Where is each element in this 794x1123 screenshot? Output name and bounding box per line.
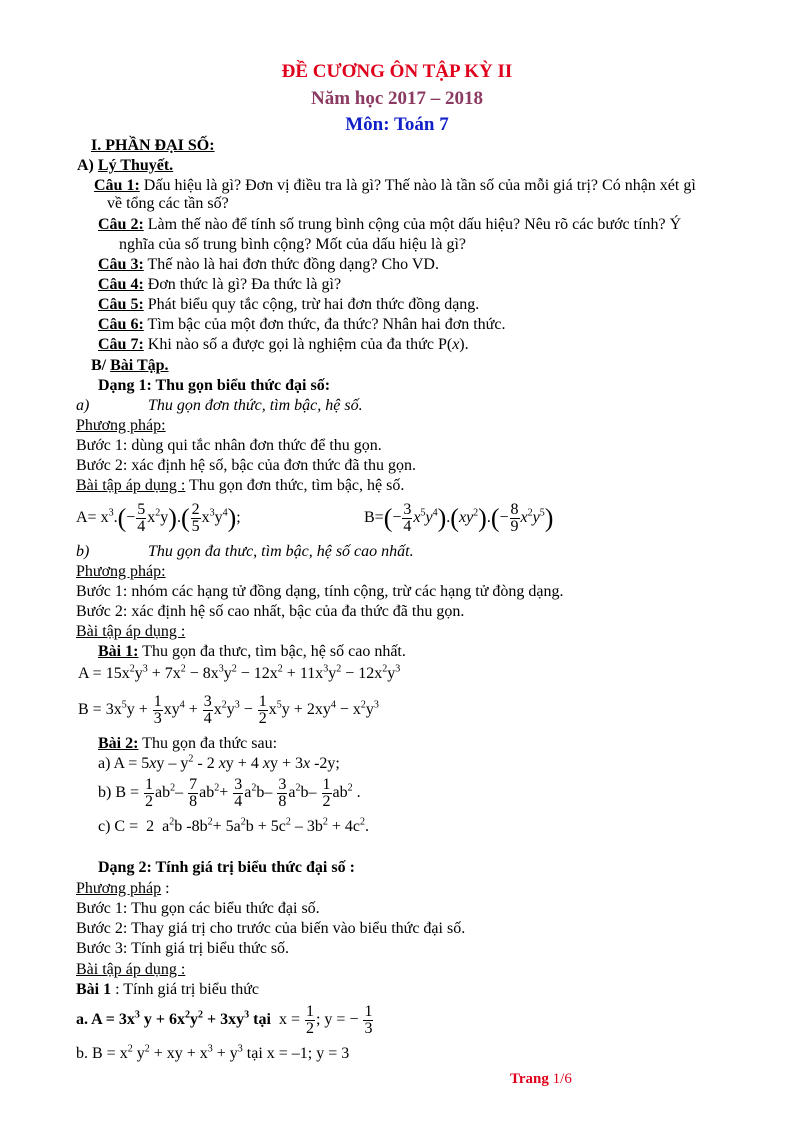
method-label-a: Phương pháp:: [76, 417, 166, 434]
question-1-cont: về tổng các tần số?: [107, 195, 229, 212]
formula-2b: b) B = $\frac{1}{2}$ $ab^2-$ $\frac{7}{8}$ $ab^2+$ $\frac{3}{4}$ $a^2b-$ $\frac{3}{8}$ $a^2b-$ $\frac{1}{2}$ $ab^2$ .: [98, 775, 361, 810]
question-7: Câu 7: Khi nào số a được gọi là nghiệm của đa thức P(x).: [98, 336, 469, 353]
method-a-step-1: Bước 1: dùng qui tắc nhân đơn thức để thu gọn.: [76, 437, 382, 454]
question-2-cont: nghĩa của số trung bình cộng? Mốt của dấu hiệu là gì?: [119, 236, 467, 253]
question-2: Câu 2: Làm thế nào để tính số trung bình cộng của một dấu hiệu? Nêu rõ các bước tính? Ý: [98, 216, 682, 233]
method-label-2: Phương pháp :: [76, 880, 170, 897]
part-a-label: a): [76, 397, 90, 414]
school-year: Năm học 2017 – 2018: [310, 88, 484, 109]
apply-a: Bài tập áp dụng : Thu gọn đơn thức, tìm bậc, hệ số.: [76, 477, 405, 494]
method-2-step-1: Bước 1: Thu gọn các biểu thức đại số.: [76, 900, 320, 917]
type-2-exercise-1: Bài 1 : Tính giá trị biểu thức: [76, 981, 260, 998]
question-4: Câu 4: Đơn thức là gì? Đa thức là gì?: [98, 276, 342, 293]
formula-2a: a) $A = 5xy - y^2 - 2$ xy + 4 xy + 3x -2y;: [98, 753, 340, 772]
formula-polynomial-a: $A = 15x^2y^3 + 7x^2 - 8x^3y^2 - 12x^2 + 11x^3y^2 - 12x^2y^3$: [78, 663, 401, 682]
question-1: Câu 1: Dấu hiệu là gì? Đơn vị điều tra là gì? Thế nào là tần số của mỗi giá trị? Có nhận xét gì: [94, 177, 696, 194]
part-a-text: Thu gọn đơn thức, tìm bậc, hệ số.: [148, 397, 363, 414]
method-a-step-2: Bước 2: xác định hệ số, bậc của đơn thức đã thu gọn.: [76, 457, 416, 474]
method-b-step-1: Bước 1: nhóm các hạng tử đồng dạng, tính cộng, trừ các hạng tử đòng dạng.: [76, 583, 564, 600]
formula-value-b: b. $B = x^2$ $y^2$ + xy + $x^3 + y^3$ tại x = –1; y = 3: [76, 1043, 350, 1062]
type-1-heading: Dạng 1: Thu gọn biểu thức đại số:: [98, 377, 331, 394]
exercises-heading: B/ Bài Tập.: [91, 357, 169, 374]
question-3: Câu 3: Thế nào là hai đơn thức đồng dạng? Cho VD.: [98, 256, 439, 273]
formula-monomial-b: B=(− $\frac{3}{4}$ $x^5y^4).(xy^2).(-$ $\frac{8}{9}$ $x^2y^5$): [364, 500, 554, 535]
method-2-step-3: Bước 3: Tính giá trị biểu thức số.: [76, 940, 290, 957]
formula-monomial-a: $A= x^3.(-$ $\frac{5}{4}$ $x^2y$).( $\frac{2}{5}$ $x^3y^4$);: [76, 500, 241, 535]
theory-heading: A) Lý Thuyết.: [77, 157, 174, 174]
document-title: ĐỀ CƯƠNG ÔN TẬP KỲ II: [281, 61, 513, 82]
formula-value-a: a. $A = 3x^3$ $y + 6x^2y^2 + 3xy^3$ tại x = $\frac{1}{2}$ ; y = − $\frac{1}{3}$: [76, 1002, 373, 1037]
exercise-2: Bài 2: Thu gọn đa thức sau:: [98, 735, 278, 752]
method-2-step-2: Bước 2: Thay giá trị cho trước của biến vào biểu thức đại số.: [76, 920, 466, 937]
part-b-text: Thu gọn đa thưc, tìm bậc, hệ số cao nhất.: [148, 543, 414, 560]
subject-title: Môn: Toán 7: [345, 114, 449, 135]
section-heading-algebra: I. PHẦN ĐẠI SỐ:: [91, 137, 215, 154]
apply-2: Bài tập áp dụng :: [76, 961, 186, 978]
method-label-b: Phương pháp:: [76, 563, 166, 580]
question-6: Câu 6: Tìm bậc của một đơn thức, đa thức? Nhân hai đơn thức.: [98, 316, 506, 333]
formula-2c: c) C = 2 $a^2b$ $-8b^2+ 5a^2b + 5c^2 - 3b^2 + 4c^2$.: [98, 816, 369, 835]
question-5: Câu 5: Phát biểu quy tắc cộng, trừ hai đơn thức đồng dạng.: [98, 296, 480, 313]
type-2-heading: Dạng 2: Tính giá trị biểu thức đại số :: [98, 859, 355, 876]
part-b-label: b): [76, 543, 90, 560]
exercise-1: Bài 1: Thu gọn đa thưc, tìm bậc, hệ số cao nhất.: [98, 643, 406, 660]
method-b-step-2: Bước 2: xác định hệ số cao nhất, bậc của đa thức đã thu gọn.: [76, 603, 465, 620]
page-number: Trang 1/6: [510, 1071, 572, 1087]
apply-b: Bài tập áp dụng :: [76, 623, 186, 640]
formula-polynomial-b: $B = 3x^5y$ + $\frac{1}{3}$ $xy^4$ + $\frac{3}{4}$ $x^2y^3$ − $\frac{1}{2}$ $x^5y + 2xy^4 - x^2y^3$: [78, 692, 379, 727]
